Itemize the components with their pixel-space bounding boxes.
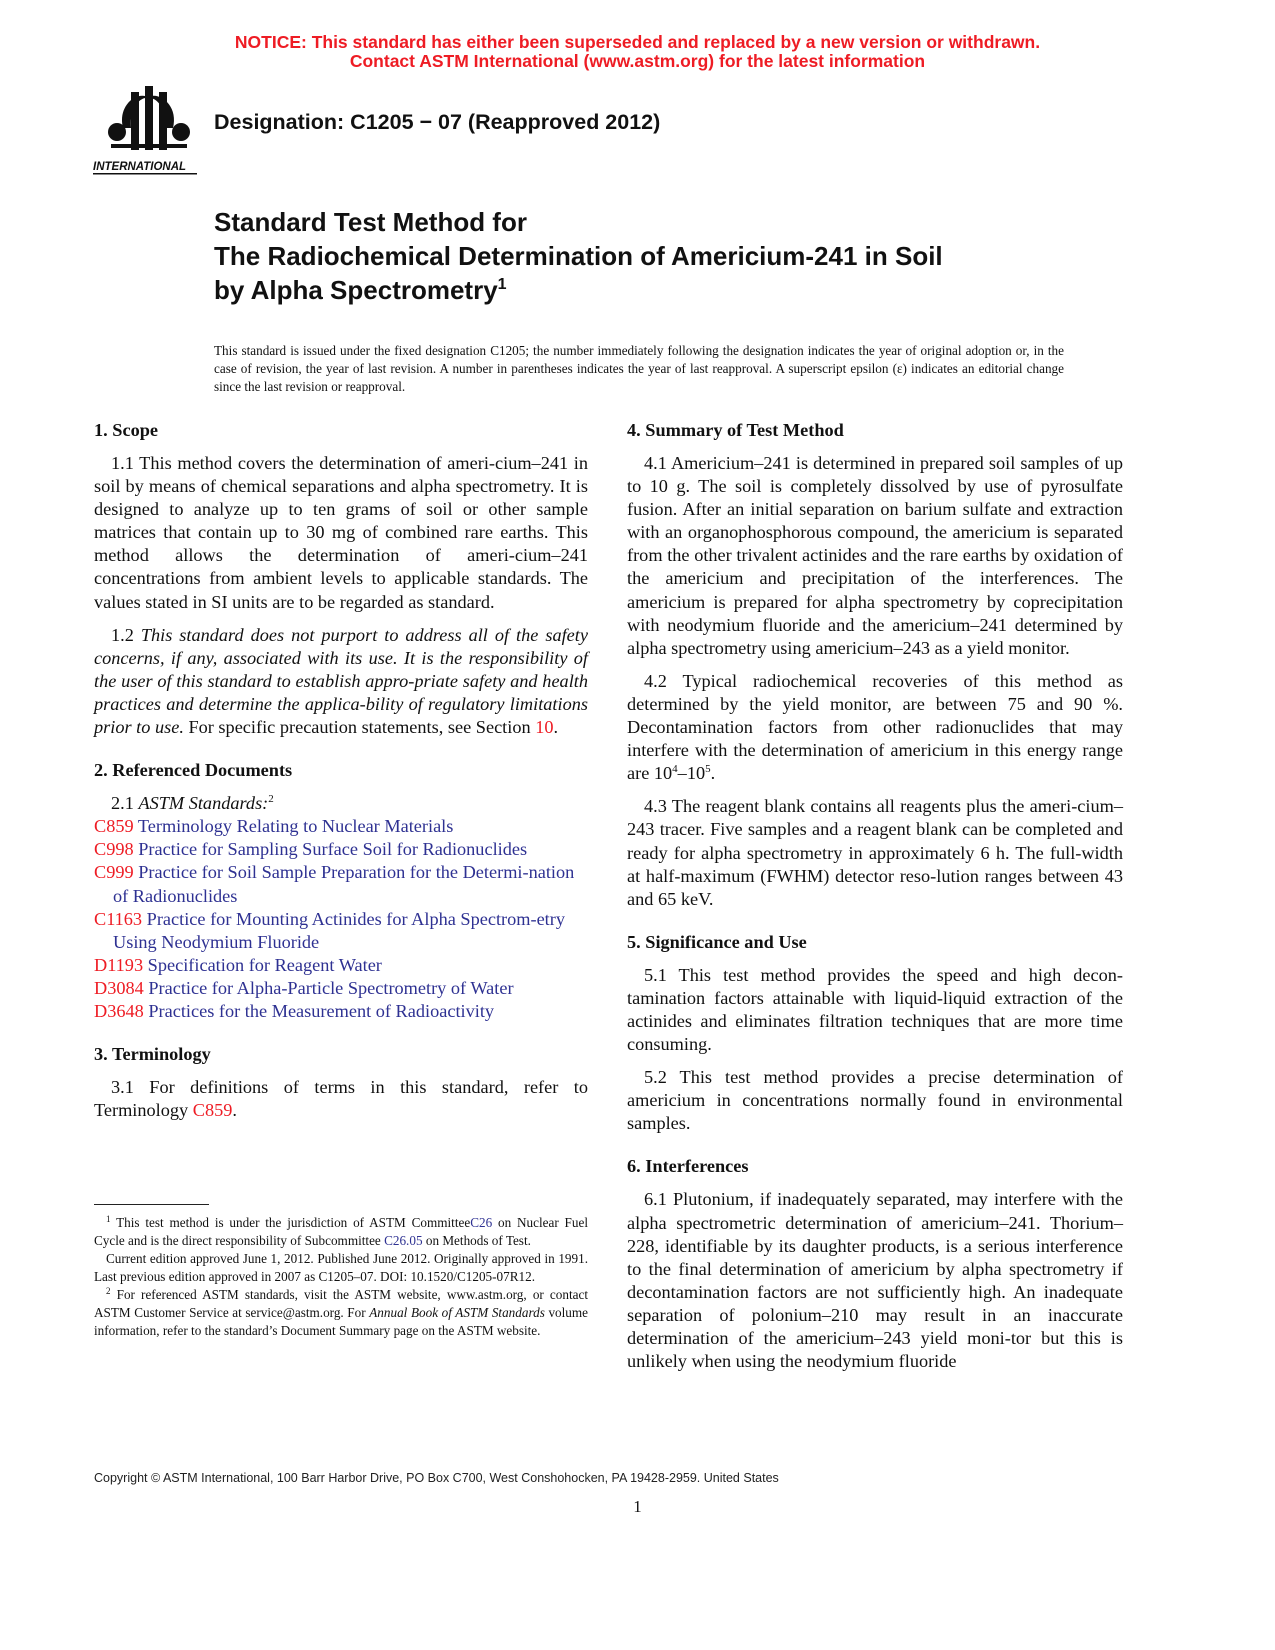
logo-text: INTERNATIONAL — [93, 161, 187, 173]
section-referenced-heading: 2. Referenced Documents — [94, 760, 293, 781]
significance-5-2: 5.2 This test method provides a precise determination of americium in concentrations normally found in environmental samples. — [627, 1067, 1123, 1134]
title-line-3: by Alpha Spectrometry$^1$ — [214, 275, 507, 305]
designation: Designation: C1205 − 07 (Reapproved 2012) — [214, 110, 661, 134]
section-terminology-heading: 3. Terminology — [94, 1044, 211, 1065]
section-scope-heading: 1. Scope — [94, 420, 158, 440]
scope-1-2: 1.2 This standard does not purport to address all of the safety concerns, if any, associated with its use. It is the responsibility of the user of this standard to establish appro-priate safety and health practices and determine the applica-bility of regulatory limitations prior to use. For specific precaution statements, see Section 10. — [94, 624, 588, 738]
footnote-divider — [94, 1204, 209, 1205]
referenced-list — [94, 815, 588, 1023]
preamble: This standard is issued under the fixed designation C1205; the number immediately following the designation indicates the year of original adoption or, in the case of revision, the year of last revision. A number in parentheses indicates the year of last reapproval. A superscript epsilon (ε) indicates an editorial change since the last revision or reapproval. — [214, 343, 1064, 394]
astm-logo-icon — [93, 84, 203, 176]
footnotes — [94, 1214, 588, 1340]
right-column — [627, 419, 1123, 1373]
footnote-2: $^2$ For referenced ASTM standards, visit the ASTM website, www.astm.org, or contact ASTM Customer Service at service@astm.org. For Annual Book of ASTM Standards volume information, refer to the standard’s Document Summary page on the ASTM website. — [94, 1286, 589, 1338]
notice-line-2: Contact ASTM International (www.astm.org) for the latest information — [349, 51, 926, 71]
interferences-6-1: 6.1 Plutonium, if inadequately separated, may interfere with the alpha spectrometric determination of americium–241. Thorium–228, identifiable by its daughter products, is a serious interference to the final determination of americium by alpha spectrometry if decontamination factors are not sufficiently high. An inadequate separation of polonium–210 may result in an inaccurate determination of the americium–243 yield moni-tor but this is unlikely when using the neodymium fluoride — [627, 1189, 1123, 1372]
footnote-1: $^1$ This test method is under the jurisdiction of ASTM CommitteeC26 on Nuclear Fuel Cycle and is the direct responsibility of Subcommittee C26.05 on Methods of Test. — [94, 1214, 588, 1248]
section-interferences-heading: 6. Interferences — [627, 1156, 749, 1177]
ref-item[interactable]: C999 Practice for Soil Sample Preparation for the Determi-nation of Radionuclides — [94, 862, 575, 906]
c26-link[interactable]: C26 — [470, 1215, 493, 1230]
title-line-2: The Radiochemical Determination of Americium-241 in Soil — [214, 241, 943, 271]
copyright: Copyright © ASTM International, 100 Barr Harbor Drive, PO Box C700, West Conshohocken, PA 19428-2959. United States — [94, 1471, 779, 1485]
title-line-1: Standard Test Method for — [214, 207, 527, 237]
ref-item[interactable]: C1163 Practice for Mounting Actinides for Alpha Spectrom-etry Using Neodymium Fluoride — [94, 908, 565, 952]
supersede-notice — [0, 33, 1275, 71]
section-significance-heading: 5. Significance and Use — [627, 931, 807, 952]
document-title — [214, 205, 1114, 307]
terminology-3-1: 3.1 For definitions of terms in this standard, refer to Terminology C859. — [94, 1077, 588, 1121]
ref-item[interactable]: D1193 Specification for Reagent Water — [94, 954, 382, 975]
ref-item[interactable]: D3084 Practice for Alpha-Particle Spectrometry of Water — [94, 977, 514, 998]
title-footnote-mark: 1 — [497, 276, 507, 293]
c859-link[interactable]: C859 — [192, 1100, 233, 1121]
summary-4-2: 4.2 Typical radiochemical recoveries of this method as determined by the yield monitor, are between 75 and 90 %. Decontamination factors from other radionuclides that may interfere with the determination of americium in this energy range are $10^4-10^5$. — [627, 670, 1123, 784]
summary-4-3: 4.3 The reagent blank contains all reagents plus the ameri-cium–243 tracer. Five samples and a reagent blank can be completed and ready for alpha spectrometry in approximately 6 h. The full-width at half-maximum (FWHM) detector reso-lution ranges between 43 and 65 keV. — [627, 796, 1123, 909]
c26-05-link[interactable]: C26.05 — [384, 1233, 423, 1248]
ref-item[interactable]: D3648 Practices for the Measurement of Radioactivity — [94, 1000, 495, 1021]
ref-item[interactable]: C859 Terminology Relating to Nuclear Materials — [94, 816, 454, 837]
page-number: 1 — [633, 1497, 642, 1516]
section-summary-heading: 4. Summary of Test Method — [627, 420, 844, 440]
notice-line-1: NOTICE: This standard has either been superseded and replaced by a new version or withdrawn. — [234, 32, 1041, 52]
astm-standards-label: 2.1 ASTM Standards:$^2$ — [111, 793, 274, 814]
summary-4-1: 4.1 Americium–241 is determined in prepared soil samples of up to 10 g. The soil is completely dissolved by use of pyrosulfate fusion. After an initial separation on barium sulfate and extraction with an organophosphorous compound, the americium is separated from the other trivalent actinides and the rare earths by oxidation of the americium and precipitation of the interferences. The americium is prepared for alpha spectrometry by coprecipitation with neodymium fluoride and the americium–241 determined by alpha spectrometry using americium–243 as a yield monitor. — [627, 453, 1123, 658]
section-10-link[interactable]: 10 — [535, 717, 554, 738]
scope-1-1: 1.1 This method covers the determination of ameri-cium–241 in soil by means of chemical separations and alpha spectrometry. It is designed to analyze up to ten grams of soil or other sample matrices that contain up to 30 mg of combined rare earths. This method allows the determination of ameri-cium–241 concentrations from ambient levels to applicable standards. The values stated in SI units are to be regarded as standard. — [94, 453, 588, 612]
footnote-1-edition: Current edition approved June 1, 2012. Published June 2012. Originally approved in 1991. Last previous edition approved in 2007 as C1205–07. DOI: 10.1520/C1205-07R12. — [94, 1251, 588, 1284]
significance-5-1: 5.1 This test method provides the speed and high decon-tamination factors attainable with liquid-liquid extraction of the actinides and eliminates filtration techniques that are more time consuming. — [627, 964, 1123, 1055]
ref-item[interactable]: C998 Practice for Sampling Surface Soil for Radionuclides — [94, 839, 528, 860]
left-column — [94, 419, 588, 1122]
